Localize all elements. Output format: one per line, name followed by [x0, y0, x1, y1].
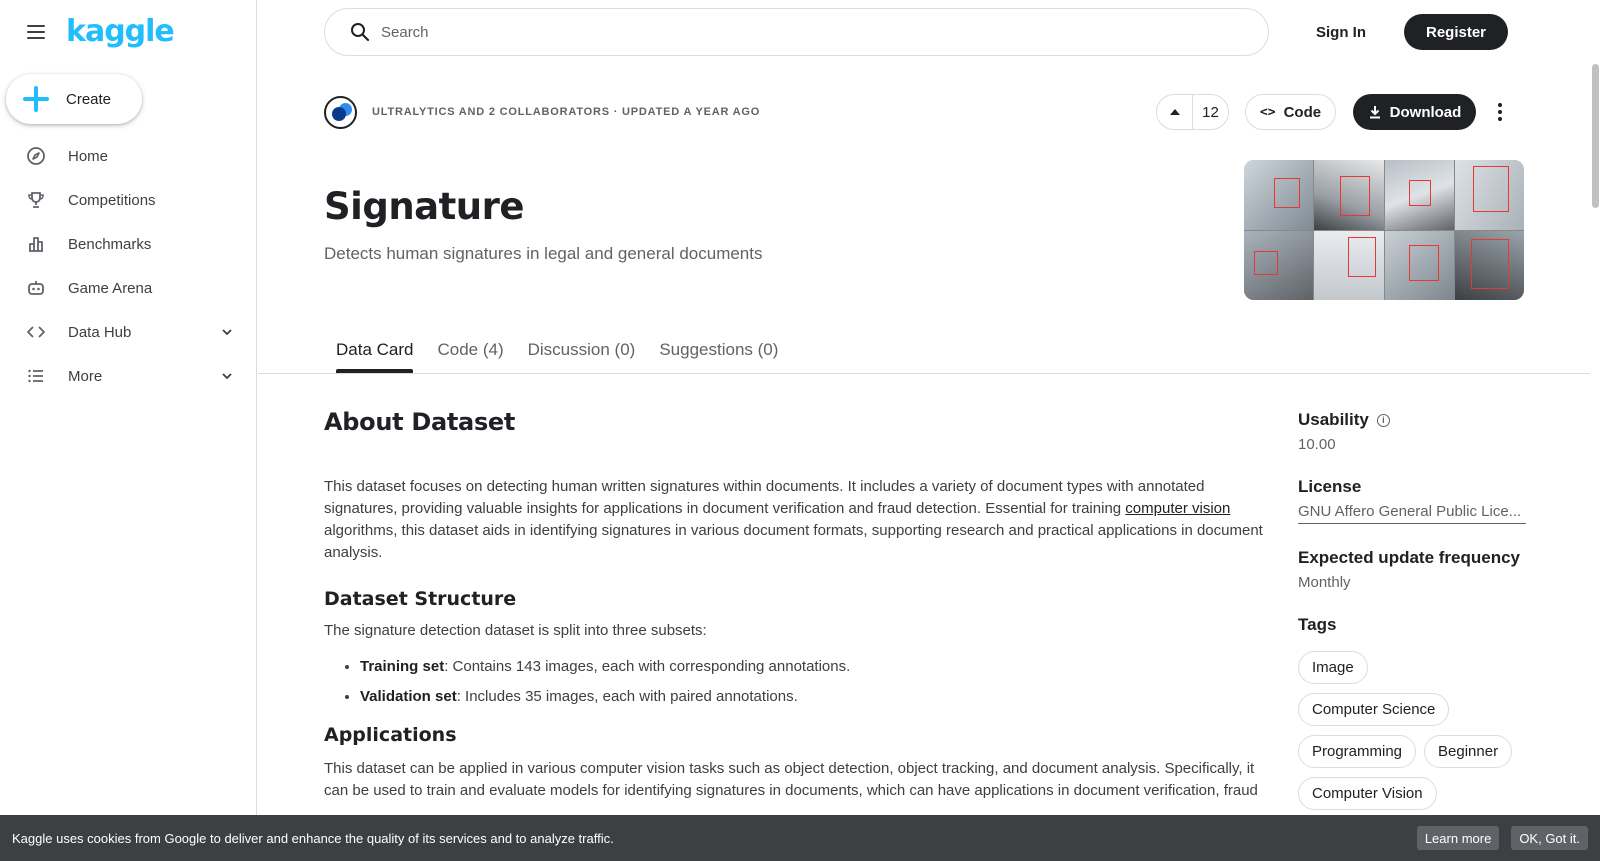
tab-code[interactable]: Code (4) — [437, 340, 504, 359]
robot-icon — [26, 278, 46, 298]
owner-avatar[interactable] — [324, 96, 357, 129]
upvote-arrow-icon[interactable] — [1157, 95, 1193, 129]
tag-chip[interactable]: Programming — [1298, 735, 1416, 768]
cookie-text: Kaggle uses cookies from Google to deliver and enhance the quality of its services and to analyze traffic. — [12, 830, 614, 846]
list-item — [360, 686, 1269, 708]
download-button-label: Download — [1389, 103, 1462, 121]
trophy-icon — [26, 190, 46, 210]
ok-got-it-button[interactable]: OK, Got it. — [1511, 826, 1588, 850]
sidebar-item-label: Benchmarks — [68, 235, 152, 253]
code-brackets-icon: <> — [1259, 104, 1276, 120]
download-icon — [1368, 105, 1382, 119]
tab-suggestions[interactable]: Suggestions (0) — [659, 340, 779, 359]
applications-text: This dataset can be applied in various computer vision tasks such as object detection, object tracking, and document analysis. Specifically, it can be used to train and evaluate models for identifying signatures in documents, which can have applications in document verification, fraud — [324, 760, 1258, 799]
create-button[interactable] — [6, 74, 142, 124]
create-label: Create — [66, 90, 112, 108]
bullet-bold: Training set — [360, 658, 445, 675]
tab-data-card[interactable]: Data Card — [324, 326, 425, 372]
upvote-button[interactable] — [1156, 94, 1229, 130]
data-card-content — [324, 408, 1269, 802]
chevron-down-icon[interactable] — [220, 369, 234, 383]
sidebar-item-label: Data Hub — [68, 323, 132, 341]
code-button[interactable] — [1245, 94, 1336, 130]
license-link[interactable]: GNU Affero General Public Lice... — [1298, 503, 1526, 524]
sign-in-button[interactable]: Sign In — [1316, 23, 1366, 41]
kaggle-logo[interactable]: kaggle — [66, 14, 174, 49]
owner-meta: ULTRALYTICS AND 2 COLLABORATORS · UPDATED A YEAR AGO — [372, 106, 761, 118]
sidebar-item-home[interactable] — [0, 134, 256, 178]
hamburger-menu-icon[interactable] — [24, 20, 48, 44]
usability-value: 10.00 — [1298, 436, 1336, 453]
tag-chip[interactable]: Computer Science — [1298, 693, 1449, 726]
download-button[interactable] — [1353, 94, 1476, 130]
page-subtitle: Detects human signatures in legal and general documents — [324, 244, 763, 263]
dataset-meta-panel — [1298, 410, 1526, 852]
vote-count: 12 — [1202, 103, 1219, 121]
search-bar[interactable] — [324, 8, 1269, 56]
tag-chip[interactable]: Image — [1298, 651, 1368, 684]
sidebar-item-data-hub[interactable] — [0, 310, 256, 354]
bullet-bold: Validation set — [360, 688, 457, 705]
register-button[interactable]: Register — [1404, 14, 1508, 50]
sidebar-item-label: Game Arena — [68, 279, 153, 297]
sidebar — [0, 0, 257, 861]
code-brackets-icon — [26, 322, 46, 342]
sidebar-item-benchmarks[interactable] — [0, 222, 256, 266]
sidebar-item-competitions[interactable] — [0, 178, 256, 222]
plus-icon — [22, 85, 50, 113]
info-icon[interactable]: i — [1377, 414, 1390, 427]
list-item — [360, 656, 1269, 678]
bullet-text: : Includes 35 images, each with paired annotations. — [456, 688, 798, 705]
page-title: Signature — [324, 185, 524, 228]
sidebar-item-label: Home — [68, 147, 109, 165]
tags-title: Tags — [1298, 615, 1337, 634]
scrollbar-thumb[interactable] — [1592, 64, 1599, 208]
structure-text: The signature detection dataset is split into three subsets: — [324, 622, 707, 639]
dataset-tabs — [324, 326, 790, 372]
intro-text: This dataset focuses on detecting human written signatures within documents. It includes a variety of document types with annotated signatures, providing valuable insights for applications in document verification and fraud detection. Essential for training — [324, 478, 1205, 517]
license-title: License — [1298, 477, 1362, 496]
applications-heading: Applications — [324, 724, 457, 746]
compass-icon — [26, 146, 46, 166]
intro-paragraph — [324, 476, 1269, 564]
tag-chip[interactable]: Computer Vision — [1298, 777, 1437, 810]
bullet-text: : Contains 143 images, each with corresponding annotations. — [444, 658, 851, 675]
sidebar-item-game-arena[interactable] — [0, 266, 256, 310]
intro-text: algorithms, this dataset aids in identifying signatures in various document formats, supporting research and practical applications in document analysis. — [324, 522, 1263, 561]
computer-vision-link[interactable]: computer vision — [1125, 500, 1231, 517]
dataset-cover-image — [1244, 160, 1524, 300]
sidebar-item-label: Competitions — [68, 191, 156, 209]
tabs-divider — [258, 373, 1590, 374]
sidebar-nav — [0, 134, 256, 398]
usability-title — [1298, 410, 1526, 430]
more-options-icon[interactable] — [1488, 96, 1512, 128]
sidebar-item-label: More — [68, 367, 103, 385]
code-button-label: Code — [1283, 103, 1322, 121]
bar-chart-icon — [26, 234, 46, 254]
tab-discussion[interactable]: Discussion (0) — [527, 340, 636, 359]
search-icon — [349, 21, 371, 43]
tag-chip[interactable]: Beginner — [1424, 735, 1512, 768]
search-input[interactable] — [381, 24, 1181, 41]
usability-label: Usability — [1298, 410, 1369, 429]
chevron-down-icon[interactable] — [220, 325, 234, 339]
list-icon — [26, 366, 46, 386]
license-value-wrap — [1298, 503, 1526, 524]
learn-more-button[interactable]: Learn more — [1417, 826, 1499, 850]
structure-heading: Dataset Structure — [324, 588, 517, 610]
sidebar-item-more[interactable] — [0, 354, 256, 398]
about-heading: About Dataset — [324, 408, 516, 436]
structure-list — [360, 656, 1269, 708]
cookie-banner — [0, 815, 1600, 861]
frequency-value: Monthly — [1298, 574, 1351, 591]
brand — [24, 14, 174, 49]
frequency-title: Expected update frequency — [1298, 548, 1521, 567]
